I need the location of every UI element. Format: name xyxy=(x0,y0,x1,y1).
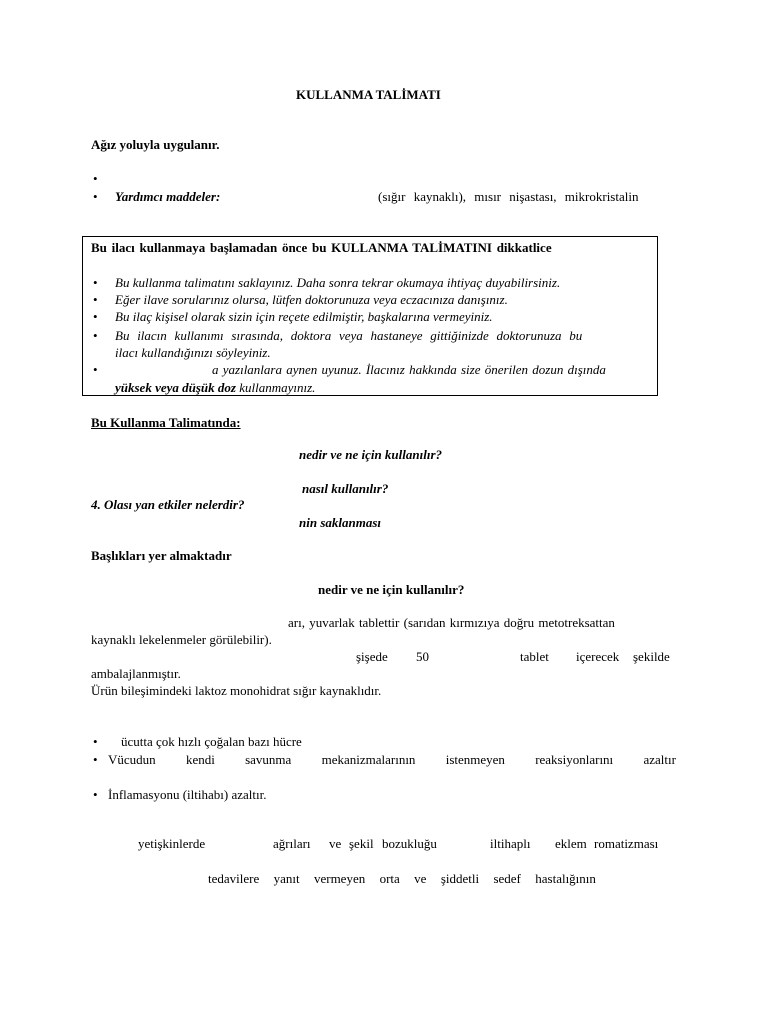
s1-b2-w5: istenmeyen xyxy=(445,752,505,767)
line-a-w7: eklem xyxy=(555,836,587,851)
line-a-w5: bozukluğu xyxy=(382,836,437,851)
page-title: KULLANMA TALİMATI xyxy=(296,87,441,102)
line-a-w1: yetişkinlerde xyxy=(138,836,206,851)
line-b-w3: vermeyen xyxy=(313,871,366,886)
s1-b2-w4: mekanizmalarının xyxy=(321,752,416,767)
s1-b2-w1: Vücudun xyxy=(108,752,156,767)
box-item-4: Bu ilacın kullanımı sırasında, doktora veya hastaneye gittiğinizde doktorunuza bu xyxy=(115,328,583,343)
section1-para3: Ürün bileşimindeki laktoz monohidrat sığır kaynaklıdır. xyxy=(91,683,382,698)
excipients-text-content: (sığır kaynaklı), mısır nişastası, mikrokristalin xyxy=(378,189,639,204)
line-a-w2: ağrıları xyxy=(273,836,311,851)
box-bullet-3: • xyxy=(93,309,98,324)
section1-heading: nedir ve ne için kullanılır? xyxy=(318,582,465,597)
bullet-empty: • xyxy=(93,171,98,186)
s1-b2-w3: savunma xyxy=(245,752,292,767)
box-item-5: a yazılanlara aynen uyunuz. İlacınız hakkında size önerilen dozun dışında xyxy=(212,362,606,377)
toc-footer: Başlıkları yer almaktadır xyxy=(91,548,232,563)
toc-item-2: nasıl kullanılır? xyxy=(302,481,389,496)
box-bullet-5: • xyxy=(93,362,98,377)
toc-item-1: nedir ve ne için kullanılır? xyxy=(299,447,443,462)
line-a-w4: şekil xyxy=(349,836,374,851)
line-b-w4: orta xyxy=(379,871,400,886)
s1-bullet-3-text: İnflamasyonu (iltihabı) azaltır. xyxy=(108,787,267,802)
toc-item-5: nin saklanması xyxy=(299,515,382,530)
para2-w2: 50 xyxy=(416,649,429,664)
para2-w5: şekilde xyxy=(633,649,670,664)
toc-item-4: 4. Olası yan etkiler nelerdir? xyxy=(91,497,245,512)
s1-bullet-3: • xyxy=(93,787,98,802)
line-b-w6: şiddetli xyxy=(440,871,480,886)
box-item-5-tail: kullanmayınız. xyxy=(239,380,316,395)
s1-bullet-1-text: ücutta çok hızlı çoğalan bazı hücre xyxy=(121,734,302,749)
section1-para1-line2: kaynaklı lekelenmeler görülebilir). xyxy=(91,632,272,647)
line-b-w1: tedavilere xyxy=(208,871,260,886)
s1-b2-w6: reaksiyonlarını xyxy=(535,752,614,767)
box-item-3: Bu ilaç kişisel olarak sizin için reçete edilmiştir, başkalarına vermeyiniz. xyxy=(115,309,493,324)
line-a-w3: ve xyxy=(329,836,342,851)
warning-box-header: Bu ilacı kullanmaya başlamadan önce bu KULLANMA TALİMATINI dikkatlice xyxy=(91,240,552,255)
box-item-5-bold: yüksek veya düşük doz xyxy=(115,380,236,395)
box-item-4-cont: ilacı kullandığınızı söyleyiniz. xyxy=(115,345,271,360)
section1-para2-line2: ambalajlanmıştır. xyxy=(91,666,181,681)
toc-heading: Bu Kullanma Talimatında: xyxy=(91,415,241,430)
line-b-w5: ve xyxy=(414,871,427,886)
route-text: Ağız yoluyla uygulanır. xyxy=(91,137,220,152)
line-b-w8: hastalığının xyxy=(535,871,596,886)
s1-bullet-1: • xyxy=(93,734,98,749)
bullet-excipients: • xyxy=(93,189,98,204)
para2-w4: içerecek xyxy=(576,649,620,664)
s1-bullet-2: • xyxy=(93,752,98,767)
box-bullet-2: • xyxy=(93,292,98,307)
box-bullet-1: • xyxy=(93,275,98,290)
para2-w3: tablet xyxy=(520,649,549,664)
box-bullet-4: • xyxy=(93,328,98,343)
box-item-1: Bu kullanma talimatını saklayınız. Daha sonra tekrar okumaya ihtiyaç duyabilirsiniz. xyxy=(115,275,561,290)
s1-bullet-2-text xyxy=(108,752,676,768)
line-a-w8: romatizması xyxy=(594,836,659,851)
s1-b2-w7: azaltır xyxy=(643,752,676,767)
box-item-2: Eğer ilave sorularınız olursa, lütfen doktorunuza veya eczacınıza danışınız. xyxy=(115,292,508,307)
excipients-label: Yardımcı maddeler: xyxy=(115,189,221,204)
line-a-w6: iltihaplı xyxy=(490,836,531,851)
line-b xyxy=(208,871,596,887)
box-item-5-cont xyxy=(115,380,315,396)
section1-para1-line1: arı, yuvarlak tablettir (sarıdan kırmızıya doğru metotreksattan xyxy=(288,615,615,630)
line-b-w7: sedef xyxy=(493,871,521,886)
excipients-text xyxy=(378,189,676,205)
s1-b2-w2: kendi xyxy=(185,752,215,767)
line-b-w2: yanıt xyxy=(273,871,300,886)
para2-w1: şişede xyxy=(356,649,388,664)
